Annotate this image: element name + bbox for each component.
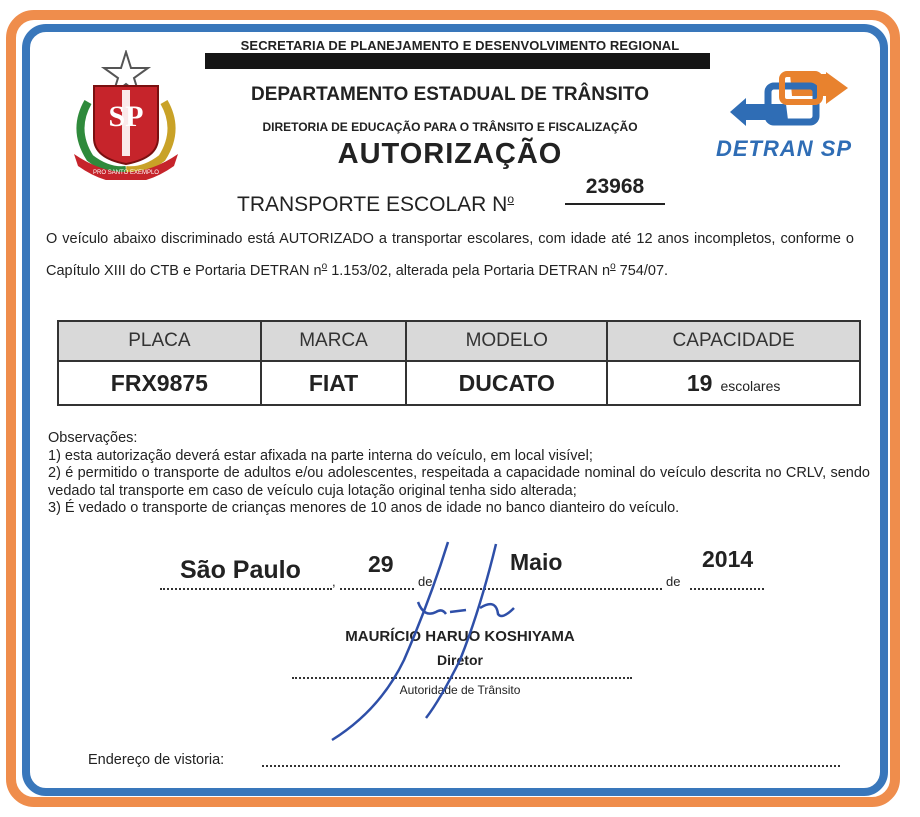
vehicle-table-header-row: [58, 321, 860, 361]
detran-logo-text: DETRAN SP: [715, 136, 853, 161]
intro-line3: 754/07.: [615, 262, 669, 279]
signatory-authority: Autoridade de Trânsito: [399, 683, 521, 697]
sp-coat-of-arms-icon: [68, 50, 184, 180]
seal-initials: SP: [108, 100, 144, 133]
intro-sup-1: o: [321, 261, 328, 272]
year-dotted-line: [690, 588, 764, 590]
city-dotted-line: [160, 588, 332, 590]
date-year: 2014: [702, 546, 754, 572]
observacoes-title: Observações:: [48, 430, 138, 446]
seal-motto: PRO SANTO EXEMPLO: [93, 170, 159, 176]
observacoes-block: [48, 430, 870, 518]
departamento-title: DEPARTAMENTO ESTADUAL DE TRÂNSITO: [251, 84, 649, 105]
vistoria-dotted-line: [262, 765, 840, 767]
header-capacidade: CAPACIDADE: [607, 321, 860, 361]
diretoria-title: DIRETORIA DE EDUCAÇÃO PARA O TRÂNSITO E FISCALIZAÇÃO: [262, 120, 638, 134]
numero-superscript: o: [507, 192, 515, 206]
observacao-item-3: 3) É vedado o transporte de crianças menores de 10 anos de idade no banco dianteiro do veículo.: [48, 500, 680, 516]
cell-placa: FRX9875: [58, 361, 261, 405]
vehicle-table: [57, 320, 861, 406]
date-comma: ,: [332, 574, 336, 589]
date-city: São Paulo: [180, 556, 301, 584]
intro-line1: O veículo abaixo discriminado está AUTORIZADO a transportar escolares, com idade até 12 anos incompletos, conforme o Capítulo XIII do CTB e Portaria DETRAN n: [46, 231, 854, 279]
secretaria-title: SECRETARIA DE PLANEJAMENTO E DESENVOLVIMENTO REGIONAL: [240, 38, 680, 53]
authorization-number: 23968: [565, 175, 665, 205]
vistoria-label: Endereço de vistoria:: [88, 752, 225, 768]
transporte-escolar-label: [237, 192, 514, 217]
signatory-name: MAURÍCIO HARUO KOSHIYAMA: [345, 628, 575, 645]
date-de-1: de: [418, 574, 433, 589]
header-placa: PLACA: [58, 321, 261, 361]
cell-capacidade: [607, 361, 860, 405]
capacidade-value: 19: [686, 369, 713, 396]
observacao-item-2: 2) é permitido o transporte de adultos e/ou adolescentes, respeitada a capacidade nominal do veículo descrita no CRLV, sendo vedado tal transporte em caso de veículo cuja lotação original tenha sido alterada;: [48, 465, 870, 499]
document-title: AUTORIZAÇÃO: [337, 138, 563, 170]
detran-arrows-icon: [730, 68, 858, 134]
date-month: Maio: [510, 549, 563, 575]
redaction-bar: [205, 53, 710, 69]
header-marca: MARCA: [261, 321, 407, 361]
intro-line2: 1.153/02, alterada pela Portaria DETRAN n: [327, 262, 611, 279]
date-day: 29: [368, 551, 394, 577]
transporte-escolar-text: TRANSPORTE ESCOLAR N: [237, 193, 508, 216]
date-de-2: de: [666, 574, 681, 589]
intro-sup-2: o: [610, 261, 616, 272]
cell-modelo: DUCATO: [406, 361, 607, 405]
handwritten-signature-icon: [320, 540, 540, 750]
observacao-item-1: 1) esta autorização deverá estar afixada na parte interna do veículo, em local visível;: [48, 447, 593, 464]
header-modelo: MODELO: [406, 321, 607, 361]
vehicle-table-row: [58, 361, 860, 405]
cell-marca: FIAT: [261, 361, 407, 405]
capacidade-unit: escolares: [720, 377, 781, 394]
intro-paragraph: [46, 225, 854, 285]
signatory-role: Diretor: [437, 652, 483, 668]
